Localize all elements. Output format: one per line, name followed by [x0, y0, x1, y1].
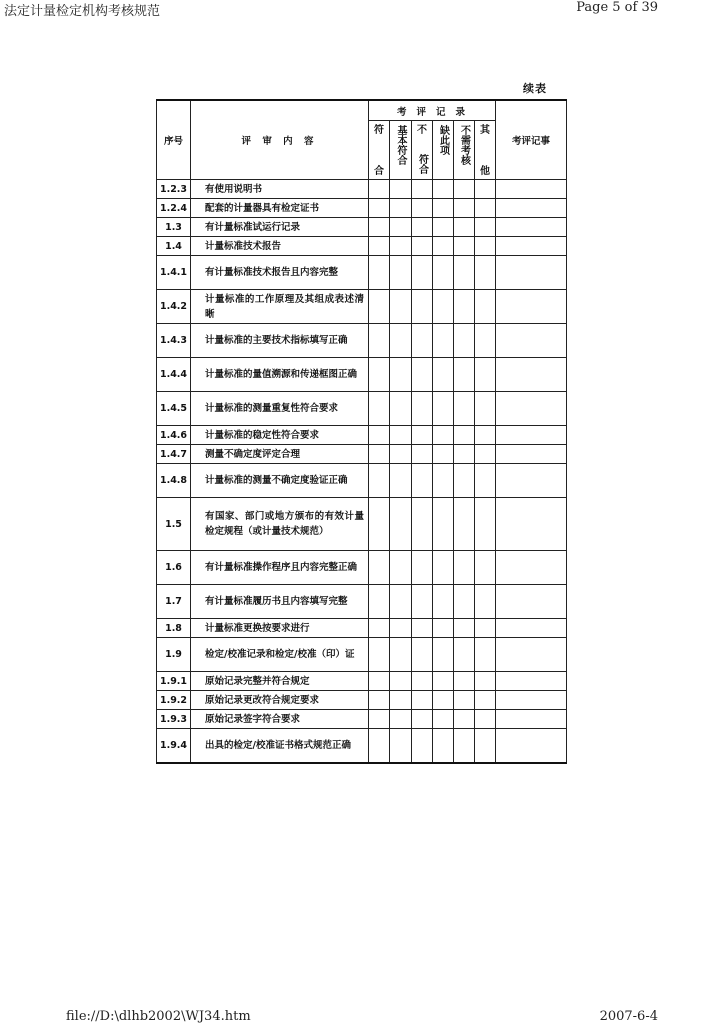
cell-other [475, 199, 496, 218]
row-serial-no: 1.4.2 [157, 290, 191, 324]
row-serial-no: 1.9.1 [157, 672, 191, 691]
header-no-assessment-text: 不需考核 [458, 125, 470, 165]
cell-missing [433, 445, 454, 464]
header-no-assessment [454, 121, 475, 180]
row-serial-no: 1.2.3 [157, 180, 191, 199]
row-serial-no: 1.7 [157, 585, 191, 619]
cell-nonconform [412, 256, 433, 290]
cell-no-assessment [454, 324, 475, 358]
cell-nonconform [412, 551, 433, 585]
cell-nonconform [412, 426, 433, 445]
page-number: Page 5 of 39 [576, 0, 658, 15]
continued-table-label: 续表 [523, 82, 547, 95]
header-conform [369, 121, 390, 180]
row-serial-no: 1.3 [157, 218, 191, 237]
table-row [157, 691, 567, 710]
cell-basic-conform [390, 358, 412, 392]
cell-other [475, 710, 496, 729]
table-row [157, 358, 567, 392]
cell-nonconform [412, 180, 433, 199]
table-row [157, 638, 567, 672]
cell-basic-conform [390, 237, 412, 256]
row-content: 原始记录签字符合要求 [191, 710, 369, 729]
cell-basic-conform [390, 691, 412, 710]
table-row [157, 619, 567, 638]
cell-notes [496, 199, 567, 218]
table-row [157, 290, 567, 324]
cell-missing [433, 498, 454, 551]
cell-missing [433, 180, 454, 199]
cell-no-assessment [454, 426, 475, 445]
row-content: 出具的检定/校准证书格式规范正确 [191, 729, 369, 764]
cell-other [475, 498, 496, 551]
cell-conform [369, 290, 390, 324]
cell-nonconform [412, 324, 433, 358]
cell-conform [369, 619, 390, 638]
cell-missing [433, 464, 454, 498]
cell-nonconform [412, 464, 433, 498]
header-other-top: 其 [480, 125, 490, 136]
cell-missing [433, 358, 454, 392]
header-missing-item-text: 缺此项 [437, 125, 449, 155]
cell-nonconform [412, 691, 433, 710]
cell-conform [369, 691, 390, 710]
cell-nonconform [412, 619, 433, 638]
table-row [157, 237, 567, 256]
table-row [157, 218, 567, 237]
cell-conform [369, 710, 390, 729]
cell-conform [369, 551, 390, 585]
row-serial-no: 1.2.4 [157, 199, 191, 218]
cell-missing [433, 710, 454, 729]
row-serial-no: 1.9.2 [157, 691, 191, 710]
cell-other [475, 585, 496, 619]
cell-conform [369, 638, 390, 672]
cell-missing [433, 426, 454, 445]
cell-nonconform [412, 392, 433, 426]
evaluation-table [156, 99, 567, 764]
cell-conform [369, 237, 390, 256]
cell-notes [496, 426, 567, 445]
header-evaluation-record: 考评记录 [369, 100, 496, 121]
row-serial-no: 1.4.5 [157, 392, 191, 426]
row-content: 计量标准的主要技术指标填写正确 [191, 324, 369, 358]
row-content: 计量标准的稳定性符合要求 [191, 426, 369, 445]
cell-notes [496, 710, 567, 729]
cell-missing [433, 551, 454, 585]
cell-no-assessment [454, 358, 475, 392]
cell-notes [496, 358, 567, 392]
cell-basic-conform [390, 464, 412, 498]
cell-conform [369, 199, 390, 218]
cell-notes [496, 551, 567, 585]
row-serial-no: 1.4.6 [157, 426, 191, 445]
cell-notes [496, 324, 567, 358]
cell-no-assessment [454, 672, 475, 691]
row-serial-no: 1.9.3 [157, 710, 191, 729]
cell-missing [433, 237, 454, 256]
cell-other [475, 426, 496, 445]
cell-missing [433, 324, 454, 358]
cell-no-assessment [454, 691, 475, 710]
cell-conform [369, 426, 390, 445]
row-content: 计量标准更换按要求进行 [191, 619, 369, 638]
cell-notes [496, 672, 567, 691]
table-row [157, 672, 567, 691]
header-review-content: 评 审 内 容 [191, 100, 369, 180]
cell-notes [496, 638, 567, 672]
table-row [157, 729, 567, 764]
cell-nonconform [412, 290, 433, 324]
cell-no-assessment [454, 256, 475, 290]
cell-basic-conform [390, 551, 412, 585]
row-serial-no: 1.4.7 [157, 445, 191, 464]
row-serial-no: 1.4.8 [157, 464, 191, 498]
cell-basic-conform [390, 392, 412, 426]
row-content: 有国家、部门或地方颁布的有效计量检定规程（或计量技术规范） [191, 498, 369, 551]
cell-notes [496, 180, 567, 199]
cell-other [475, 638, 496, 672]
row-content: 有计量标准试运行记录 [191, 218, 369, 237]
cell-no-assessment [454, 180, 475, 199]
row-serial-no: 1.4 [157, 237, 191, 256]
row-serial-no: 1.5 [157, 498, 191, 551]
cell-nonconform [412, 710, 433, 729]
row-content: 原始记录更改符合规定要求 [191, 691, 369, 710]
cell-other [475, 290, 496, 324]
cell-missing [433, 199, 454, 218]
cell-no-assessment [454, 199, 475, 218]
header-missing-item [433, 121, 454, 180]
cell-no-assessment [454, 290, 475, 324]
cell-missing [433, 256, 454, 290]
row-serial-no: 1.9.4 [157, 729, 191, 764]
table-row [157, 710, 567, 729]
cell-basic-conform [390, 672, 412, 691]
cell-nonconform [412, 445, 433, 464]
cell-other [475, 445, 496, 464]
cell-nonconform [412, 729, 433, 764]
cell-other [475, 672, 496, 691]
row-content: 计量标准技术报告 [191, 237, 369, 256]
cell-basic-conform [390, 324, 412, 358]
cell-notes [496, 445, 567, 464]
cell-other [475, 464, 496, 498]
cell-conform [369, 324, 390, 358]
row-content: 配套的计量器具有检定证书 [191, 199, 369, 218]
row-content: 有使用说明书 [191, 180, 369, 199]
cell-conform [369, 180, 390, 199]
cell-conform [369, 585, 390, 619]
cell-other [475, 691, 496, 710]
cell-no-assessment [454, 237, 475, 256]
cell-conform [369, 445, 390, 464]
cell-other [475, 358, 496, 392]
header-nonconform-bottom: 符合 [416, 154, 428, 174]
page-header-title: 法定计量检定机构考核规范 [4, 4, 161, 19]
cell-notes [496, 218, 567, 237]
header-conform-bottom: 合 [374, 166, 384, 177]
cell-nonconform [412, 218, 433, 237]
cell-notes [496, 237, 567, 256]
row-content: 检定/校准记录和检定/校准（印）证 [191, 638, 369, 672]
cell-other [475, 256, 496, 290]
cell-missing [433, 585, 454, 619]
cell-basic-conform [390, 619, 412, 638]
cell-conform [369, 392, 390, 426]
header-other-bottom: 他 [480, 166, 490, 177]
cell-no-assessment [454, 551, 475, 585]
cell-notes [496, 729, 567, 764]
cell-basic-conform [390, 426, 412, 445]
cell-nonconform [412, 199, 433, 218]
cell-notes [496, 464, 567, 498]
cell-notes [496, 498, 567, 551]
cell-no-assessment [454, 619, 475, 638]
row-content: 有计量标准履历书且内容填写完整 [191, 585, 369, 619]
row-content: 原始记录完整并符合规定 [191, 672, 369, 691]
cell-conform [369, 256, 390, 290]
cell-missing [433, 729, 454, 764]
cell-no-assessment [454, 218, 475, 237]
table-row [157, 445, 567, 464]
header-other [475, 121, 496, 180]
cell-no-assessment [454, 729, 475, 764]
cell-nonconform [412, 638, 433, 672]
cell-notes [496, 290, 567, 324]
cell-basic-conform [390, 256, 412, 290]
cell-other [475, 324, 496, 358]
row-serial-no: 1.4.4 [157, 358, 191, 392]
cell-no-assessment [454, 710, 475, 729]
cell-other [475, 729, 496, 764]
header-nonconform-top: 不 [417, 125, 427, 136]
row-content: 计量标准的量值溯源和传递框图正确 [191, 358, 369, 392]
cell-nonconform [412, 498, 433, 551]
table-row [157, 199, 567, 218]
cell-notes [496, 256, 567, 290]
cell-missing [433, 638, 454, 672]
cell-conform [369, 464, 390, 498]
cell-other [475, 218, 496, 237]
row-serial-no: 1.8 [157, 619, 191, 638]
cell-basic-conform [390, 585, 412, 619]
cell-missing [433, 290, 454, 324]
row-serial-no: 1.6 [157, 551, 191, 585]
header-basic-conform-text: 基本符合 [395, 125, 406, 165]
header-conform-top: 符 [374, 125, 384, 136]
cell-missing [433, 392, 454, 426]
cell-nonconform [412, 585, 433, 619]
footer-date: 2007-6-4 [599, 1009, 658, 1024]
row-content: 有计量标准技术报告且内容完整 [191, 256, 369, 290]
row-serial-no: 1.4.3 [157, 324, 191, 358]
table-row [157, 551, 567, 585]
cell-missing [433, 218, 454, 237]
cell-basic-conform [390, 710, 412, 729]
table-row [157, 498, 567, 551]
cell-conform [369, 218, 390, 237]
cell-nonconform [412, 237, 433, 256]
cell-basic-conform [390, 445, 412, 464]
cell-basic-conform [390, 638, 412, 672]
cell-missing [433, 619, 454, 638]
cell-nonconform [412, 358, 433, 392]
cell-basic-conform [390, 199, 412, 218]
cell-no-assessment [454, 585, 475, 619]
cell-no-assessment [454, 498, 475, 551]
cell-notes [496, 392, 567, 426]
row-content: 计量标准的测量不确定度验证正确 [191, 464, 369, 498]
table-row [157, 464, 567, 498]
cell-notes [496, 691, 567, 710]
cell-no-assessment [454, 464, 475, 498]
cell-basic-conform [390, 180, 412, 199]
cell-conform [369, 672, 390, 691]
table-row [157, 585, 567, 619]
row-content: 测量不确定度评定合理 [191, 445, 369, 464]
cell-missing [433, 672, 454, 691]
cell-missing [433, 691, 454, 710]
header-serial-no: 序号 [157, 100, 191, 180]
cell-other [475, 551, 496, 585]
cell-basic-conform [390, 729, 412, 764]
row-serial-no: 1.9 [157, 638, 191, 672]
cell-basic-conform [390, 218, 412, 237]
header-nonconform [412, 121, 433, 180]
row-serial-no: 1.4.1 [157, 256, 191, 290]
table-row [157, 256, 567, 290]
row-content: 计量标准的测量重复性符合要求 [191, 392, 369, 426]
cell-no-assessment [454, 445, 475, 464]
cell-notes [496, 619, 567, 638]
cell-conform [369, 729, 390, 764]
header-evaluation-notes: 考评记事 [496, 100, 567, 180]
table-row [157, 426, 567, 445]
cell-other [475, 237, 496, 256]
cell-no-assessment [454, 638, 475, 672]
footer-file-path: file://D:\dlhb2002\WJ34.htm [66, 1009, 251, 1024]
cell-nonconform [412, 672, 433, 691]
table-row [157, 180, 567, 199]
table-row [157, 392, 567, 426]
cell-no-assessment [454, 392, 475, 426]
cell-other [475, 180, 496, 199]
cell-basic-conform [390, 498, 412, 551]
cell-conform [369, 498, 390, 551]
cell-basic-conform [390, 290, 412, 324]
cell-other [475, 392, 496, 426]
table-row [157, 324, 567, 358]
cell-conform [369, 358, 390, 392]
cell-other [475, 619, 496, 638]
header-basic-conform [390, 121, 412, 180]
cell-notes [496, 585, 567, 619]
row-content: 计量标准的工作原理及其组成表述清晰 [191, 290, 369, 324]
row-content: 有计量标准操作程序且内容完整正确 [191, 551, 369, 585]
